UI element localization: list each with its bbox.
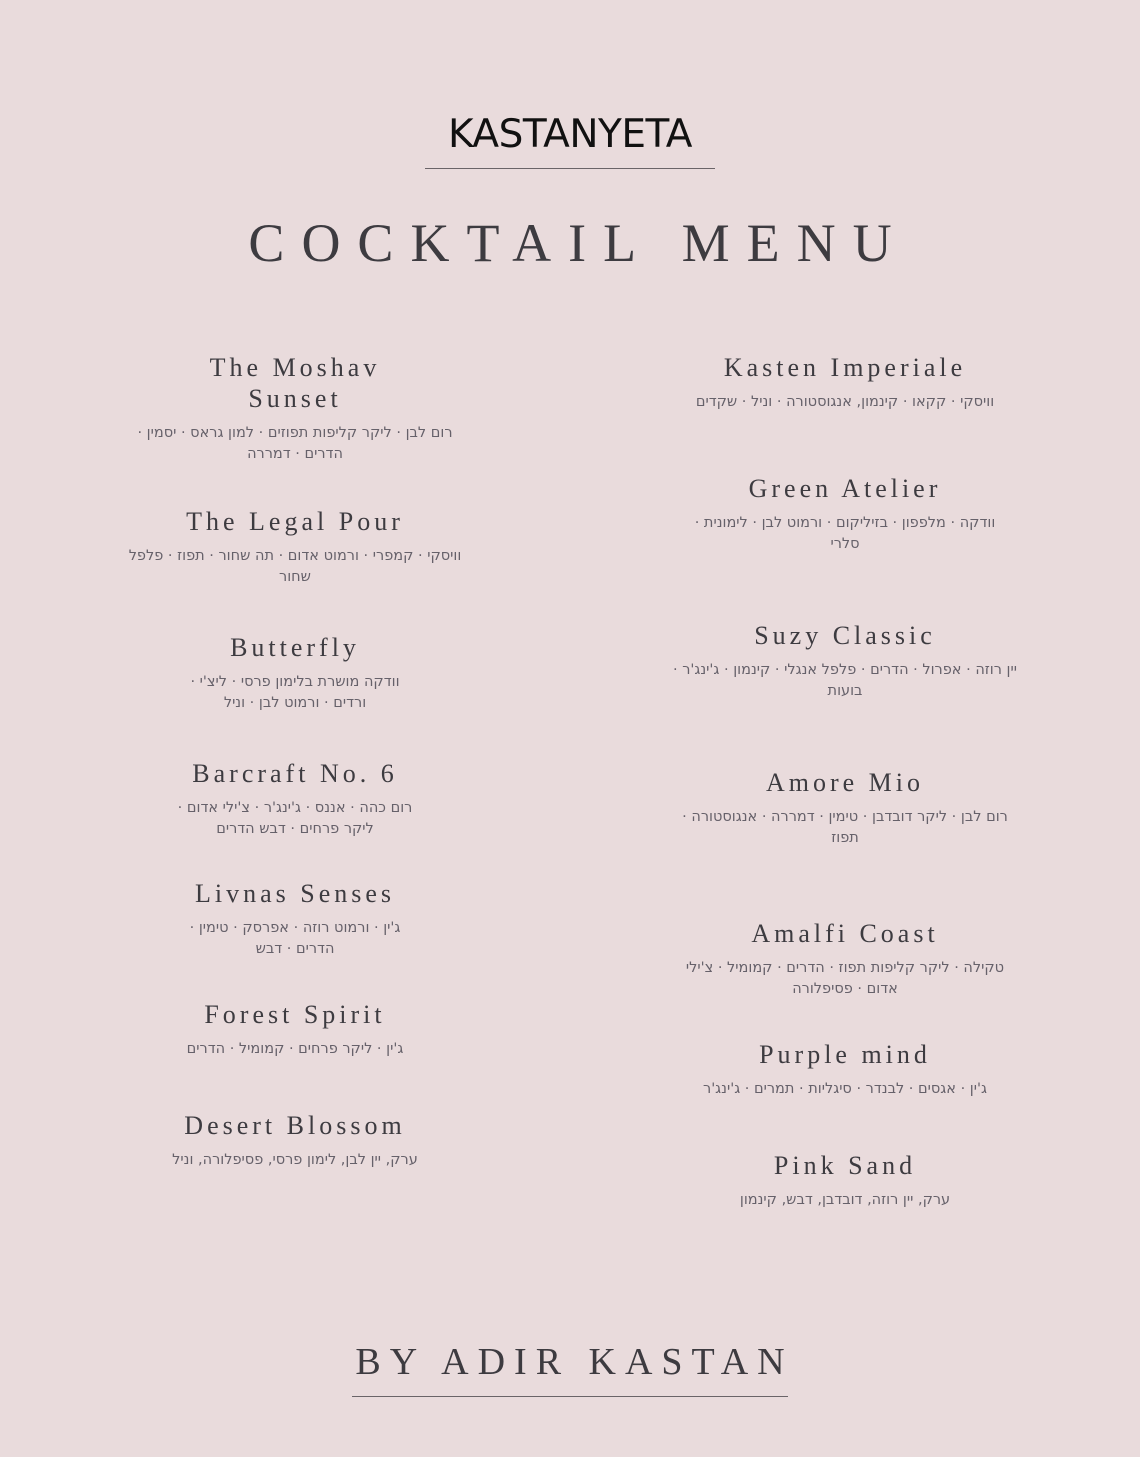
cocktail-name: Pink Sand xyxy=(773,1151,917,1180)
menu-item xyxy=(670,473,1020,555)
cocktail-ingredients: ערק, יין לבן, לימון פרסי, פסיפלורה, וניל xyxy=(172,1152,418,1168)
cocktail-ingredients: וודקה · מלפפון · בזיליקום · ורמוט לבן · לימונית · סלרי xyxy=(694,515,996,552)
menu-item xyxy=(670,918,1020,1000)
cocktail-name: The Legal Pour xyxy=(186,507,404,536)
menu-item xyxy=(670,767,1020,849)
cocktail-name: Kasten Imperiale xyxy=(723,353,967,382)
cocktail-name: Desert Blossom xyxy=(184,1111,406,1140)
cocktail-ingredients: רום לבן · ליקר דובדבן · טימין · דמררה · אנגוסטורה · תפוז xyxy=(682,809,1008,846)
cocktail-name: Livnas Senses xyxy=(194,879,396,908)
cocktail-ingredients: ג'ין · ליקר פרחים · קמומיל · הדרים xyxy=(186,1041,404,1057)
cocktail-name: Amalfi Coast xyxy=(751,919,939,948)
cocktail-name: Suzy Classic xyxy=(754,621,936,650)
menu-item xyxy=(150,999,440,1060)
cocktail-ingredients: רום כהה · אננס · ג'ינג'ר · צ'ילי אדום · ליקר פרחים · דבש הדרים xyxy=(177,800,413,837)
cocktail-ingredients: וויסקי · קמפרי · ורמוט אדום · תה שחור · תפוז · פלפל שחור xyxy=(128,548,462,585)
cocktail-name: Purple mind xyxy=(759,1040,931,1069)
menu-item xyxy=(670,1150,1020,1211)
cocktail-ingredients: וודקה מושרת בלימון פרסי · ליצ'י · ורדים · ורמוט לבן · וניל xyxy=(190,674,400,711)
menu-item xyxy=(150,632,440,714)
menu-item xyxy=(670,1039,1020,1100)
menu-item xyxy=(150,878,440,960)
menu-item xyxy=(120,352,470,465)
menu-item xyxy=(110,506,480,588)
cocktail-ingredients: יין רוזה · אפרול · הדרים · פלפל אנגלי · קינמון · ג'ינג'ר · בועות xyxy=(673,662,1017,699)
cocktail-name: Green Atelier xyxy=(748,474,942,503)
cocktail-ingredients: וויסקי · קקאו · קינמון, אנגוסטורה · וניל · שקדים xyxy=(695,394,995,410)
menu-item xyxy=(130,1110,460,1171)
cocktail-name: Forest Spirit xyxy=(204,1000,386,1029)
footer-signature: BY ADIR KASTAN xyxy=(355,1341,794,1383)
menu-item xyxy=(660,620,1030,702)
brand-divider xyxy=(425,168,715,169)
menu-item xyxy=(150,758,440,840)
menu-item xyxy=(660,352,1030,413)
cocktail-name: The Moshav Sunset xyxy=(209,353,381,413)
cocktail-name: Butterfly xyxy=(230,633,360,662)
cocktail-name: Amore Mio xyxy=(765,768,925,797)
brand-logo: KASTANYETA xyxy=(448,112,692,157)
page-title: COCKTAIL MENU xyxy=(248,213,909,273)
cocktail-name: Barcraft No. 6 xyxy=(192,759,398,788)
footer-divider xyxy=(352,1396,788,1397)
cocktail-ingredients: טקילה · ליקר קליפות תפוז · הדרים · קמומיל · צ'ילי אדום · פסיפלורה xyxy=(685,960,1005,997)
cocktail-ingredients: ערק, יין רוזה, דובדבן, דבש, קינמון xyxy=(739,1192,951,1208)
cocktail-ingredients: ג'ין · אגסים · לבנדר · סיגליות · תמרים · ג'ינג'ר xyxy=(703,1081,987,1097)
cocktail-ingredients: ג'ין · ורמוט רוזה · אפרסק · טימין · הדרים · דבש xyxy=(189,920,401,957)
cocktail-ingredients: רום לבן · ליקר קליפות תפוזים · למון גראס · יסמין · הדרים · דמררה xyxy=(137,425,453,462)
